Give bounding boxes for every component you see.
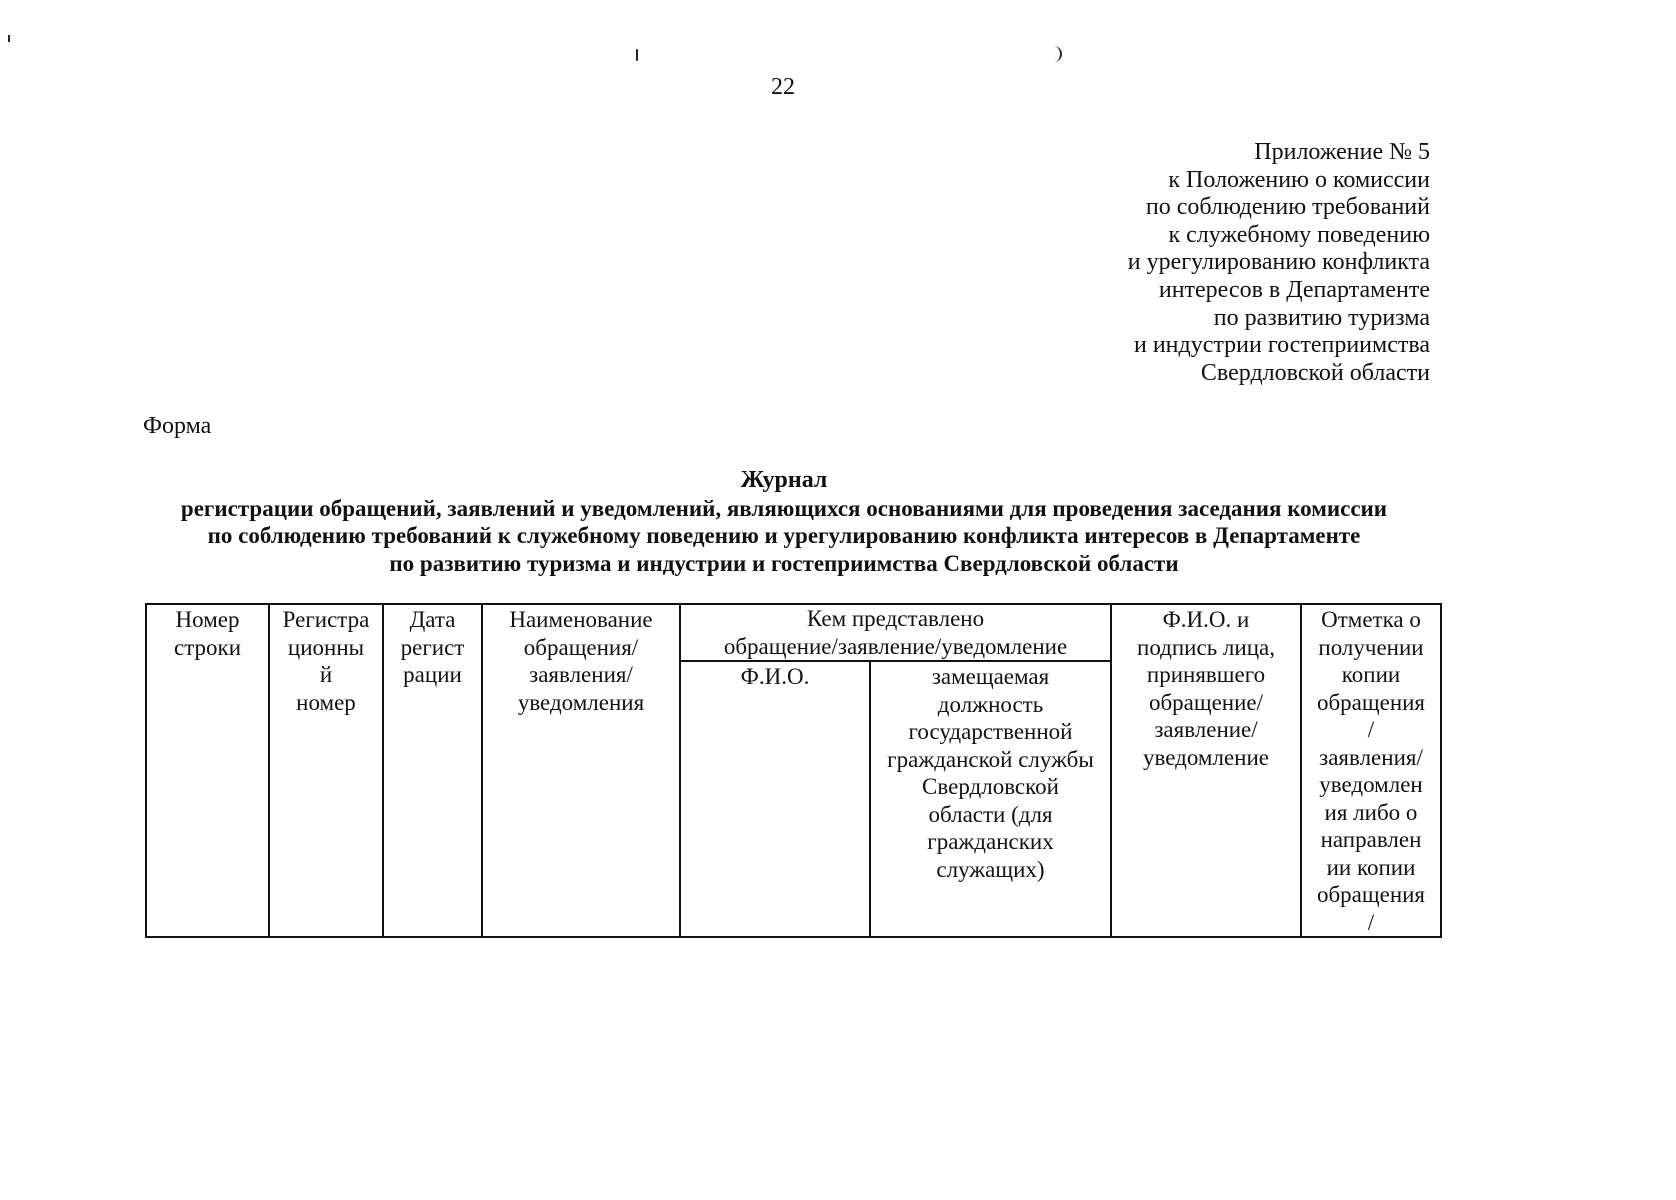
header-copy-note: Отметка о получении копии обращения / заявления/ уведомлен ия либо о направлен ии копии обращения /	[1301, 604, 1441, 937]
page-number: 22	[771, 74, 795, 100]
appendix-line: Свердловской области	[1200, 359, 1430, 386]
header-accepted-by: Ф.И.О. и подпись лица, принявшего обращение/ заявление/ уведомление	[1111, 604, 1301, 937]
header-registration-number: Регистра ционны й номер	[269, 604, 383, 937]
appendix-line: по соблюдению требований	[1145, 194, 1430, 221]
journal-title	[128, 467, 1440, 578]
appendix-line: к служебному поведению	[1168, 221, 1430, 248]
header-submitted-by: Кем представлено обращение/заявление/уведомление	[680, 604, 1111, 661]
scan-mark	[1052, 46, 1062, 62]
appendix-line: по развитию туризма	[1213, 304, 1430, 331]
appendix-line: к Положению о комиссии	[1168, 166, 1430, 193]
scan-mark	[8, 35, 10, 42]
header-document-name: Наименование обращения/ заявления/ уведомления	[482, 604, 680, 937]
journal-title-line: по развитию туризма и индустрии и гостеприимства Свердловской области	[389, 551, 1179, 577]
appendix-line: интересов в Департаменте	[1158, 276, 1430, 303]
table-header-row	[146, 604, 1441, 661]
journal-title-line: регистрации обращений, заявлений и уведомлений, являющихся основаниями для проведения заседания комиссии	[180, 495, 1388, 521]
journal-title-line: по соблюдению требований к служебному поведению и урегулированию конфликта интересов в Департаменте	[207, 523, 1361, 549]
header-submitted-by-name: Ф.И.О.	[680, 661, 870, 937]
scan-mark	[636, 49, 638, 61]
journal-heading: Журнал	[740, 467, 828, 493]
appendix-block	[1128, 139, 1430, 387]
journal-table	[145, 603, 1442, 938]
header-row-number: Номер строки	[146, 604, 269, 937]
appendix-line: Приложение № 5	[1254, 139, 1430, 165]
form-label: Форма	[143, 413, 212, 439]
appendix-line: и урегулированию конфликта	[1127, 249, 1430, 276]
header-registration-date: Дата регист рации	[383, 604, 482, 937]
appendix-line: и индустрии гостеприимства	[1133, 332, 1430, 359]
header-submitted-by-position: замещаемая должность государственной гражданской службы Свердловской области (для гражданских служащих)	[870, 661, 1111, 937]
